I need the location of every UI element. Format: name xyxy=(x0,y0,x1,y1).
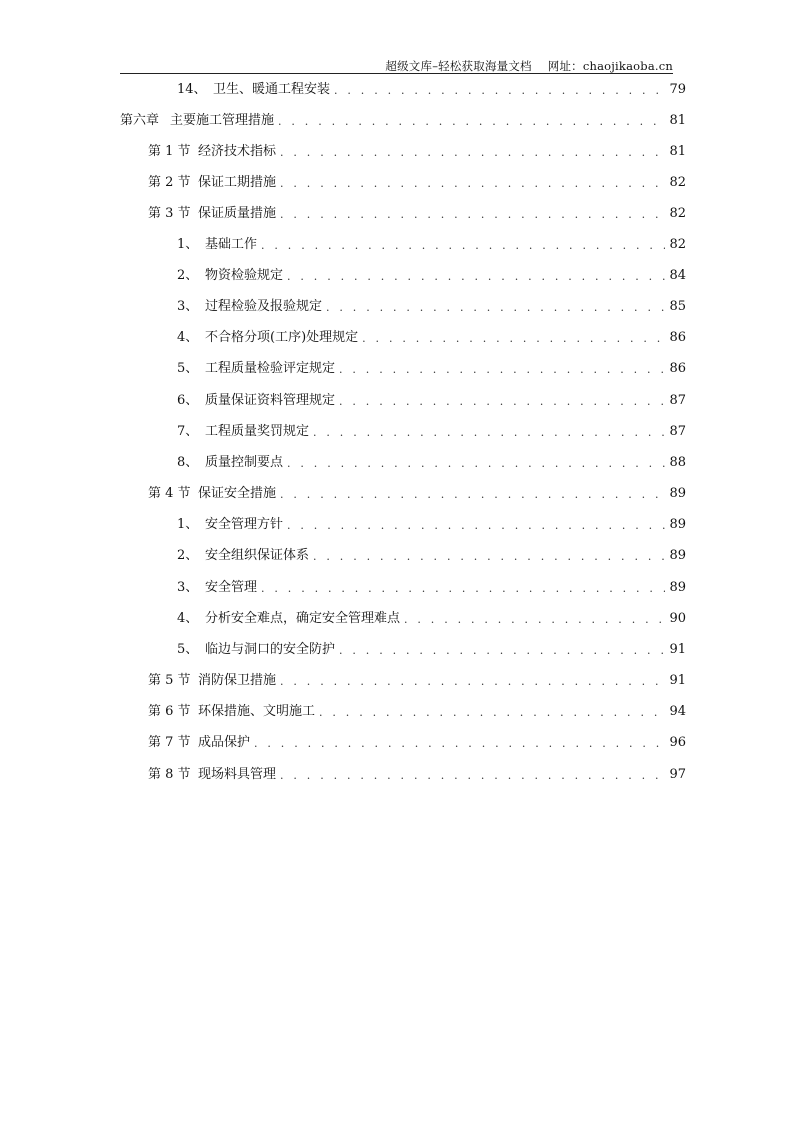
toc-dot-leader xyxy=(254,735,665,753)
toc-entry-title: 消防保卫措施 xyxy=(198,673,277,688)
toc-entry[interactable] xyxy=(177,546,686,566)
toc-dot-leader xyxy=(362,330,665,348)
toc-entry-title: 主要施工管理措施 xyxy=(170,113,275,128)
toc-entry-page: 87 xyxy=(669,424,686,439)
toc-entry-number: 4、 xyxy=(177,611,199,626)
toc-entry-title: 过程检验及报验规定 xyxy=(205,299,323,314)
toc-entry-title: 保证工期措施 xyxy=(198,175,277,190)
toc-entry[interactable] xyxy=(120,111,686,131)
toc-dot-leader xyxy=(404,611,665,629)
toc-dot-leader xyxy=(278,113,665,131)
toc-entry-number: 2、 xyxy=(177,548,199,563)
toc-entry-page: 89 xyxy=(669,580,686,595)
toc-entry[interactable] xyxy=(177,80,686,100)
toc-entry-number: 第 2 节 xyxy=(148,175,191,190)
toc-entry-number: 第 6 节 xyxy=(148,704,191,719)
toc-entry-title: 保证安全措施 xyxy=(198,486,277,501)
toc-entry-number: 14、 xyxy=(177,82,207,97)
toc-dot-leader xyxy=(313,424,665,442)
toc-entry-title: 经济技术指标 xyxy=(198,144,277,159)
toc-dot-leader xyxy=(313,548,665,566)
toc-entry-number: 8、 xyxy=(177,455,199,470)
toc-entry-title: 临边与洞口的安全防护 xyxy=(205,642,336,657)
toc-entry-number: 3、 xyxy=(177,299,199,314)
toc-dot-leader xyxy=(326,299,665,317)
toc-entry-page: 87 xyxy=(669,393,686,408)
toc-entry-page: 85 xyxy=(669,299,686,314)
toc-entry-page: 89 xyxy=(669,486,686,501)
toc-entry-title: 物资检验规定 xyxy=(205,268,284,283)
toc-entry-title: 安全组织保证体系 xyxy=(205,548,310,563)
toc-entry-title: 基础工作 xyxy=(205,237,258,252)
toc-entry-title: 成品保护 xyxy=(198,735,251,750)
toc-entry-number: 5、 xyxy=(177,361,199,376)
toc-entry[interactable] xyxy=(177,609,686,629)
toc-dot-leader xyxy=(287,455,665,473)
toc-entry-page: 91 xyxy=(669,642,686,657)
toc-entry-page: 88 xyxy=(669,455,686,470)
toc-entry-number: 第 5 节 xyxy=(148,673,191,688)
toc-dot-leader xyxy=(319,704,665,722)
toc-entry-title: 分析安全难点，确定安全管理难点 xyxy=(205,611,401,626)
toc-entry-page: 84 xyxy=(669,268,686,283)
toc-entry-page: 82 xyxy=(669,206,686,221)
toc-entry[interactable] xyxy=(148,702,686,722)
toc-entry[interactable] xyxy=(177,422,686,442)
toc-dot-leader xyxy=(334,82,665,100)
toc-entry-page: 96 xyxy=(669,735,686,750)
toc-entry[interactable] xyxy=(177,359,686,379)
toc-entry-page: 81 xyxy=(669,113,686,128)
toc-entry[interactable] xyxy=(177,515,686,535)
toc-entry[interactable] xyxy=(177,297,686,317)
toc-dot-leader xyxy=(280,486,665,504)
toc-entry-page: 86 xyxy=(669,330,686,345)
toc-entry[interactable] xyxy=(148,733,686,753)
toc-dot-leader xyxy=(261,580,665,598)
toc-entry-title: 工程质量检验评定规定 xyxy=(205,361,336,376)
toc-entry-number: 4、 xyxy=(177,330,199,345)
toc-entry-title: 保证质量措施 xyxy=(198,206,277,221)
toc-entry-page: 91 xyxy=(669,673,686,688)
toc-entry-number: 1、 xyxy=(177,517,199,532)
toc-entry[interactable] xyxy=(148,765,686,785)
toc-entry[interactable] xyxy=(177,453,686,473)
toc-entry[interactable] xyxy=(148,484,686,504)
toc-entry[interactable] xyxy=(148,204,686,224)
toc-entry-page: 89 xyxy=(669,548,686,563)
toc-dot-leader xyxy=(280,673,665,691)
toc-entry-title: 安全管理 xyxy=(205,580,258,595)
toc-entry-title: 卫生、暖通工程安装 xyxy=(213,82,331,97)
toc-entry-number: 1、 xyxy=(177,237,199,252)
toc-entry[interactable] xyxy=(177,391,686,411)
toc-dot-leader xyxy=(339,393,665,411)
toc-entry[interactable] xyxy=(177,578,686,598)
toc-entry-title: 安全管理方针 xyxy=(205,517,284,532)
toc-dot-leader xyxy=(280,206,665,224)
toc-entry-number: 3、 xyxy=(177,580,199,595)
toc-entry-number: 第 3 节 xyxy=(148,206,191,221)
header-site-url: 网址：chaojikaoba.cn xyxy=(547,59,673,73)
toc-entry-number: 第 4 节 xyxy=(148,486,191,501)
toc-entry[interactable] xyxy=(177,266,686,286)
toc-entry-number: 2、 xyxy=(177,268,199,283)
toc-entry-page: 94 xyxy=(669,704,686,719)
toc-entry-title: 现场料具管理 xyxy=(198,767,277,782)
header-site-slogan: 超级文库–轻松获取海量文档 xyxy=(385,59,532,73)
toc-dot-leader xyxy=(280,767,665,785)
toc-entry-title: 质量控制要点 xyxy=(205,455,284,470)
toc-entry-page: 97 xyxy=(669,767,686,782)
toc-dot-leader xyxy=(261,237,665,255)
toc-entry-number: 第 1 节 xyxy=(148,144,191,159)
toc-entry-number: 第 8 节 xyxy=(148,767,191,782)
toc-entry[interactable] xyxy=(148,173,686,193)
toc-entry-page: 82 xyxy=(669,237,686,252)
toc-entry-page: 86 xyxy=(669,361,686,376)
toc-entry-number: 第 7 节 xyxy=(148,735,191,750)
toc-entry-number: 6、 xyxy=(177,393,199,408)
toc-dot-leader xyxy=(287,268,665,286)
toc-entry-title: 环保措施、文明施工 xyxy=(198,704,316,719)
toc-dot-leader xyxy=(339,361,665,379)
toc-entry-page: 81 xyxy=(669,144,686,159)
toc-entry-number: 第六章 xyxy=(120,113,160,128)
toc-entry[interactable] xyxy=(177,640,686,660)
toc-entry[interactable] xyxy=(148,671,686,691)
toc-entry-title: 工程质量奖罚规定 xyxy=(205,424,310,439)
toc-entry-title: 质量保证资料管理规定 xyxy=(205,393,336,408)
toc-dot-leader xyxy=(280,144,665,162)
toc-entry-page: 79 xyxy=(669,82,686,97)
toc-entry-number: 5、 xyxy=(177,642,199,657)
toc-entry-page: 90 xyxy=(669,611,686,626)
toc-entry-page: 82 xyxy=(669,175,686,190)
toc-dot-leader xyxy=(280,175,665,193)
toc-entry[interactable] xyxy=(177,328,686,348)
toc-entry-page: 89 xyxy=(669,517,686,532)
toc-entry[interactable] xyxy=(177,235,686,255)
toc-entry[interactable] xyxy=(148,142,686,162)
toc-entry-number: 7、 xyxy=(177,424,199,439)
toc-dot-leader xyxy=(287,517,665,535)
toc-entry-title: 不合格分项(工序)处理规定 xyxy=(205,330,359,345)
toc-dot-leader xyxy=(339,642,665,660)
